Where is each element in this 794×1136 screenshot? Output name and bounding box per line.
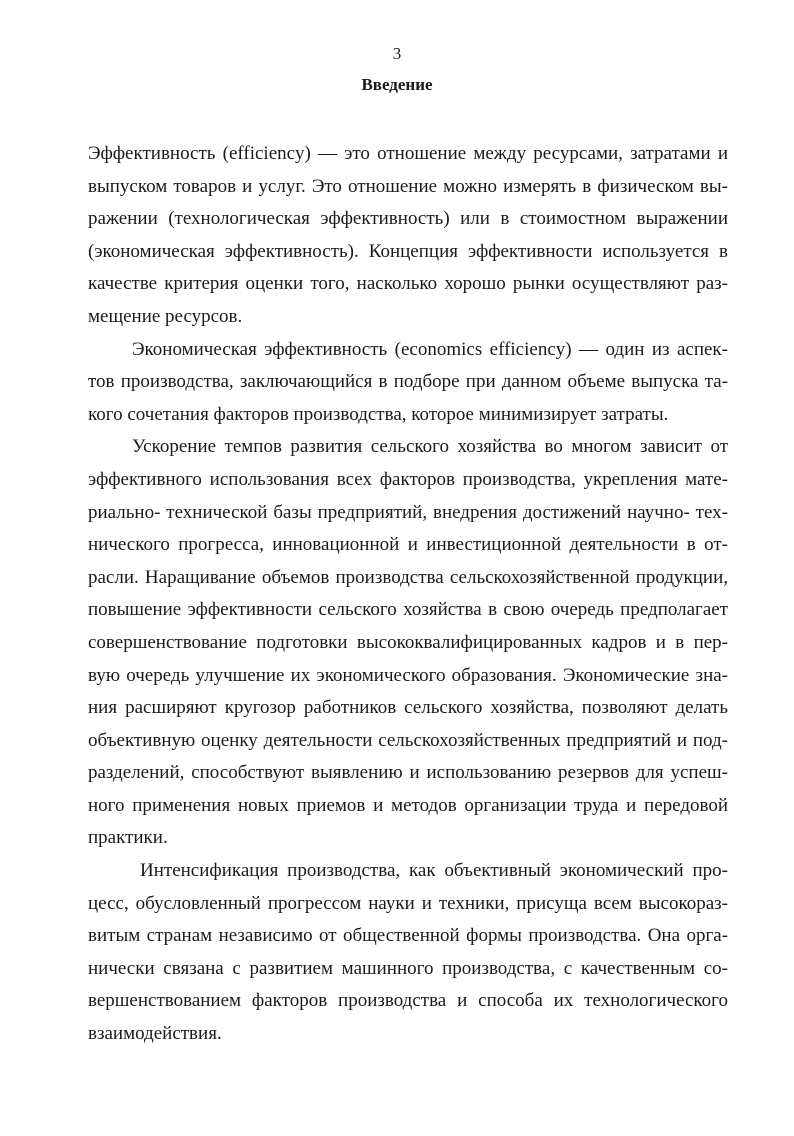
text-line: нически связана с развитием машинного производства, с качественным со- [88,957,728,979]
page-title: Введение [361,75,433,94]
page-number: 3 [392,44,402,63]
text-line: практики. [88,827,168,849]
text-line: вершенствованием факторов производства и способа их технологического [88,990,728,1012]
text-line: витым странам независимо от общественной формы производства. Она орга- [88,925,728,947]
text-line: совершенствование подготовки высококвалифицированных кадров и в пер- [88,631,728,653]
text-line: Эффективность (efficiency) — это отношение между ресурсами, затратами и [88,143,728,164]
document-body [88,138,728,1051]
text-line: Интенсификация производства, как объективный экономический про- [140,860,728,882]
text-line: ражении (технологическая эффективность) или в стоимостном выражении [88,208,728,230]
text-line: Экономическая эффективность (economics efficiency) — один из аспек- [132,338,728,360]
text-line: ния расширяют кругозор работников сельского хозяйства, позволяют делать [88,697,728,719]
text-line: объективную оценку деятельности сельскохозяйственных предприятий и под- [88,729,728,751]
text-line: эффективного использования всех факторов производства, укрепления мате- [88,468,728,490]
text-line: мещение ресурсов. [88,305,243,327]
text-line: Ускорение темпов развития сельского хозяйства во многом зависит от [132,436,728,458]
text-line: выпуском товаров и услуг. Это отношение можно измерять в физическом вы- [88,175,728,197]
paragraph-efficiency-definition [88,138,728,334]
paragraph-economic-efficiency [88,334,728,432]
text-line: разделений, способствуют выявлению и использованию резервов для успеш- [88,762,728,784]
text-line: нического прогресса, инновационной и инвестиционной деятельности в от- [88,534,728,556]
text-line: вую очередь улучшение их экономического образования. Экономические зна- [88,664,728,686]
text-line: взаимодействия. [88,1023,222,1045]
text-line: цесс, обусловленный прогрессом науки и техники, присуща всем высокораз- [88,892,728,914]
text-line: (экономическая эффективность). Концепция эффективности используется в [88,240,728,262]
paragraph-agriculture-development [88,431,728,855]
text-line: ного применения новых приемов и методов организации труда и передовой [88,794,728,816]
text-line: риально- технической базы предприятий, внедрения достижений научно- тех- [88,501,728,523]
paragraph-intensification [88,855,728,1051]
text-line: расли. Наращивание объемов производства сельскохозяйственной продукции, [88,566,728,588]
text-line: качестве критерия оценки того, насколько хорошо рынки осуществляют раз- [88,273,728,295]
text-line: тов производства, заключающийся в подборе при данном объеме выпуска та- [88,371,728,393]
text-line: кого сочетания факторов производства, которое минимизирует затраты. [88,403,669,425]
text-line: повышение эффективности сельского хозяйства в свою очередь предполагает [88,599,728,621]
